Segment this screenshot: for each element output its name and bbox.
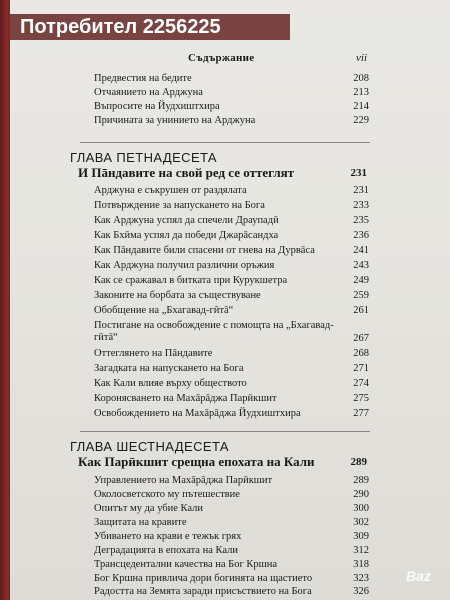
toc-entry-title: Постигане на освобождение с помощта на „Бхагавад-гӣтā“ <box>94 320 334 343</box>
toc-entry-title: Загадката на напускането на Бога <box>94 363 244 374</box>
toc-entry <box>10 86 450 100</box>
toc-entry <box>10 214 450 228</box>
toc-entry-title: Потвърждение за напускането на Бога <box>94 200 265 211</box>
toc-entry-page: 235 <box>353 215 369 226</box>
toc-entry-page: 249 <box>353 275 369 286</box>
toc-entry <box>10 558 450 572</box>
toc-entry-page: 208 <box>353 73 369 84</box>
toc-entry-title: Как Бхӣма успял да победи Джарāсандха <box>94 230 279 241</box>
toc-entry-title: Убиването на крави е тежък грях <box>94 531 242 542</box>
toc-entry-title: Оттеглянето на Пāндавите <box>94 348 213 359</box>
toc-entry-page: 231 <box>353 185 369 196</box>
chapter-label: ГЛАВА ШЕСТНАДЕСЕТА <box>70 439 229 454</box>
toc-entry-page: 323 <box>353 573 369 584</box>
toc-entry-title: Как Кали влияе върху обществото <box>94 378 247 389</box>
toc-entry-page: 271 <box>353 363 369 374</box>
toc-entry <box>10 488 450 502</box>
toc-entry <box>10 377 450 391</box>
toc-entry <box>10 229 450 243</box>
toc-entry-page: 236 <box>353 230 369 241</box>
toc-entry-title: Освобождението на Махāрāджа Йудхиштхира <box>94 408 301 419</box>
toc-entry-title: Бог Кршна привлича дори богинята на щастието <box>94 573 313 584</box>
toc-entry <box>10 304 450 318</box>
toc-entry <box>10 184 450 198</box>
toc-entry-title: Управлението на Махāрāджа Парӣкшит <box>94 475 273 486</box>
toc-entry-title: Как Пāндавите били спасени от гнева на Дурвāса <box>94 245 315 256</box>
toc-entry-page: 229 <box>353 115 369 126</box>
toc-entry-title: Радостта на Земята заради присъствието на Бога <box>94 586 312 597</box>
toc-entry-page: 243 <box>353 260 369 271</box>
toc-entry <box>10 362 450 376</box>
toc-entry-page: 268 <box>353 348 369 359</box>
toc-entry-page: 213 <box>353 87 369 98</box>
toc-entry <box>10 585 450 599</box>
toc-entry-title: Околосветското му пътешествие <box>94 489 240 500</box>
toc-entry <box>10 274 450 288</box>
toc-entry-title: Предвестия на бедите <box>94 73 192 84</box>
toc-entry <box>10 289 450 303</box>
toc-entry-title: Как Арджуна успял да спечели Драупадӣ <box>94 215 279 226</box>
toc-entry <box>10 100 450 114</box>
chapter-title-text: И Пāндавите на свой ред се оттеглят <box>78 165 295 180</box>
toc-entry-page: 261 <box>353 305 369 316</box>
toc-entry-page: 274 <box>353 378 369 389</box>
toc-entry-page: 267 <box>353 333 369 344</box>
toc-entry-title: Как Арджуна получил различни оръжия <box>94 260 275 271</box>
toc-entry-page: 277 <box>353 408 369 419</box>
toc-entry <box>10 530 450 544</box>
toc-entry <box>10 114 450 128</box>
toc-entry <box>10 244 450 258</box>
toc-entry <box>10 320 450 346</box>
chapter-title-page: 231 <box>350 167 367 179</box>
toc-entry-page: 214 <box>353 101 369 112</box>
chapter-label: ГЛАВА ПЕТНАДЕСЕТА <box>70 150 217 165</box>
book-page <box>10 0 450 600</box>
toc-entry <box>10 259 450 273</box>
toc-entry-title: Отчаянието на Арджуна <box>94 87 203 98</box>
chapter-title-page: 289 <box>350 456 367 468</box>
toc-entry-title: Коронясването на Махāрāджа Парӣкшит <box>94 393 277 404</box>
toc-entry-page: 290 <box>353 489 369 500</box>
toc-entry <box>10 502 450 516</box>
toc-entry-page: 233 <box>353 200 369 211</box>
toc-entry <box>10 347 450 361</box>
chapter-divider <box>80 431 370 432</box>
toc-entry <box>10 516 450 530</box>
toc-entry <box>10 572 450 586</box>
toc-entry <box>10 199 450 213</box>
toc-entry-page: 300 <box>353 503 369 514</box>
user-watermark: Потребител 2256225 <box>10 14 290 40</box>
toc-entry <box>10 407 450 421</box>
running-header-title: Съдържание <box>188 52 255 64</box>
toc-entry-page: 302 <box>353 517 369 528</box>
toc-entry-title: Защитата на кравите <box>94 517 187 528</box>
toc-entry-title: Трансцедентални качества на Бог Кршна <box>94 559 278 570</box>
toc-entry <box>10 392 450 406</box>
toc-entry-page: 259 <box>353 290 369 301</box>
chapter-title-text: Как Парӣкшит срещна епохата на Кали <box>78 454 315 469</box>
toc-entry-title: Причината за унинието на Арджуна <box>94 115 256 126</box>
toc-entry-title: Законите на борбата за съществуване <box>94 290 261 301</box>
toc-entry-title: Обобщение на „Бхагавад-гӣтā“ <box>94 305 234 316</box>
toc-entry-title: Как се сражавал в битката при Курукшетра <box>94 275 288 286</box>
toc-entry-page: 312 <box>353 545 369 556</box>
toc-entry <box>10 544 450 558</box>
toc-entry <box>10 72 450 86</box>
site-logo: Baz <box>406 568 431 584</box>
toc-entry-page: 309 <box>353 531 369 542</box>
toc-entry-page: 318 <box>353 559 369 570</box>
toc-entry-title: Въпросите на Йудхиштхира <box>94 101 220 112</box>
running-header-page: vii <box>356 52 367 64</box>
toc-entry-page: 275 <box>353 393 369 404</box>
chapter-title <box>78 165 378 181</box>
chapter-divider <box>80 142 370 143</box>
running-header <box>10 52 450 66</box>
toc-entry-page: 289 <box>353 475 369 486</box>
toc-entry <box>10 474 450 488</box>
chapter-title <box>78 454 378 470</box>
toc-entry-title: Деградацията в епохата на Кали <box>94 545 238 556</box>
toc-entry-title: Арджуна е съкрушен от раздялата <box>94 185 247 196</box>
toc-entry-title: Опитът му да убие Кали <box>94 503 204 514</box>
toc-entry-page: 326 <box>353 586 369 597</box>
toc-entry-page: 241 <box>353 245 369 256</box>
